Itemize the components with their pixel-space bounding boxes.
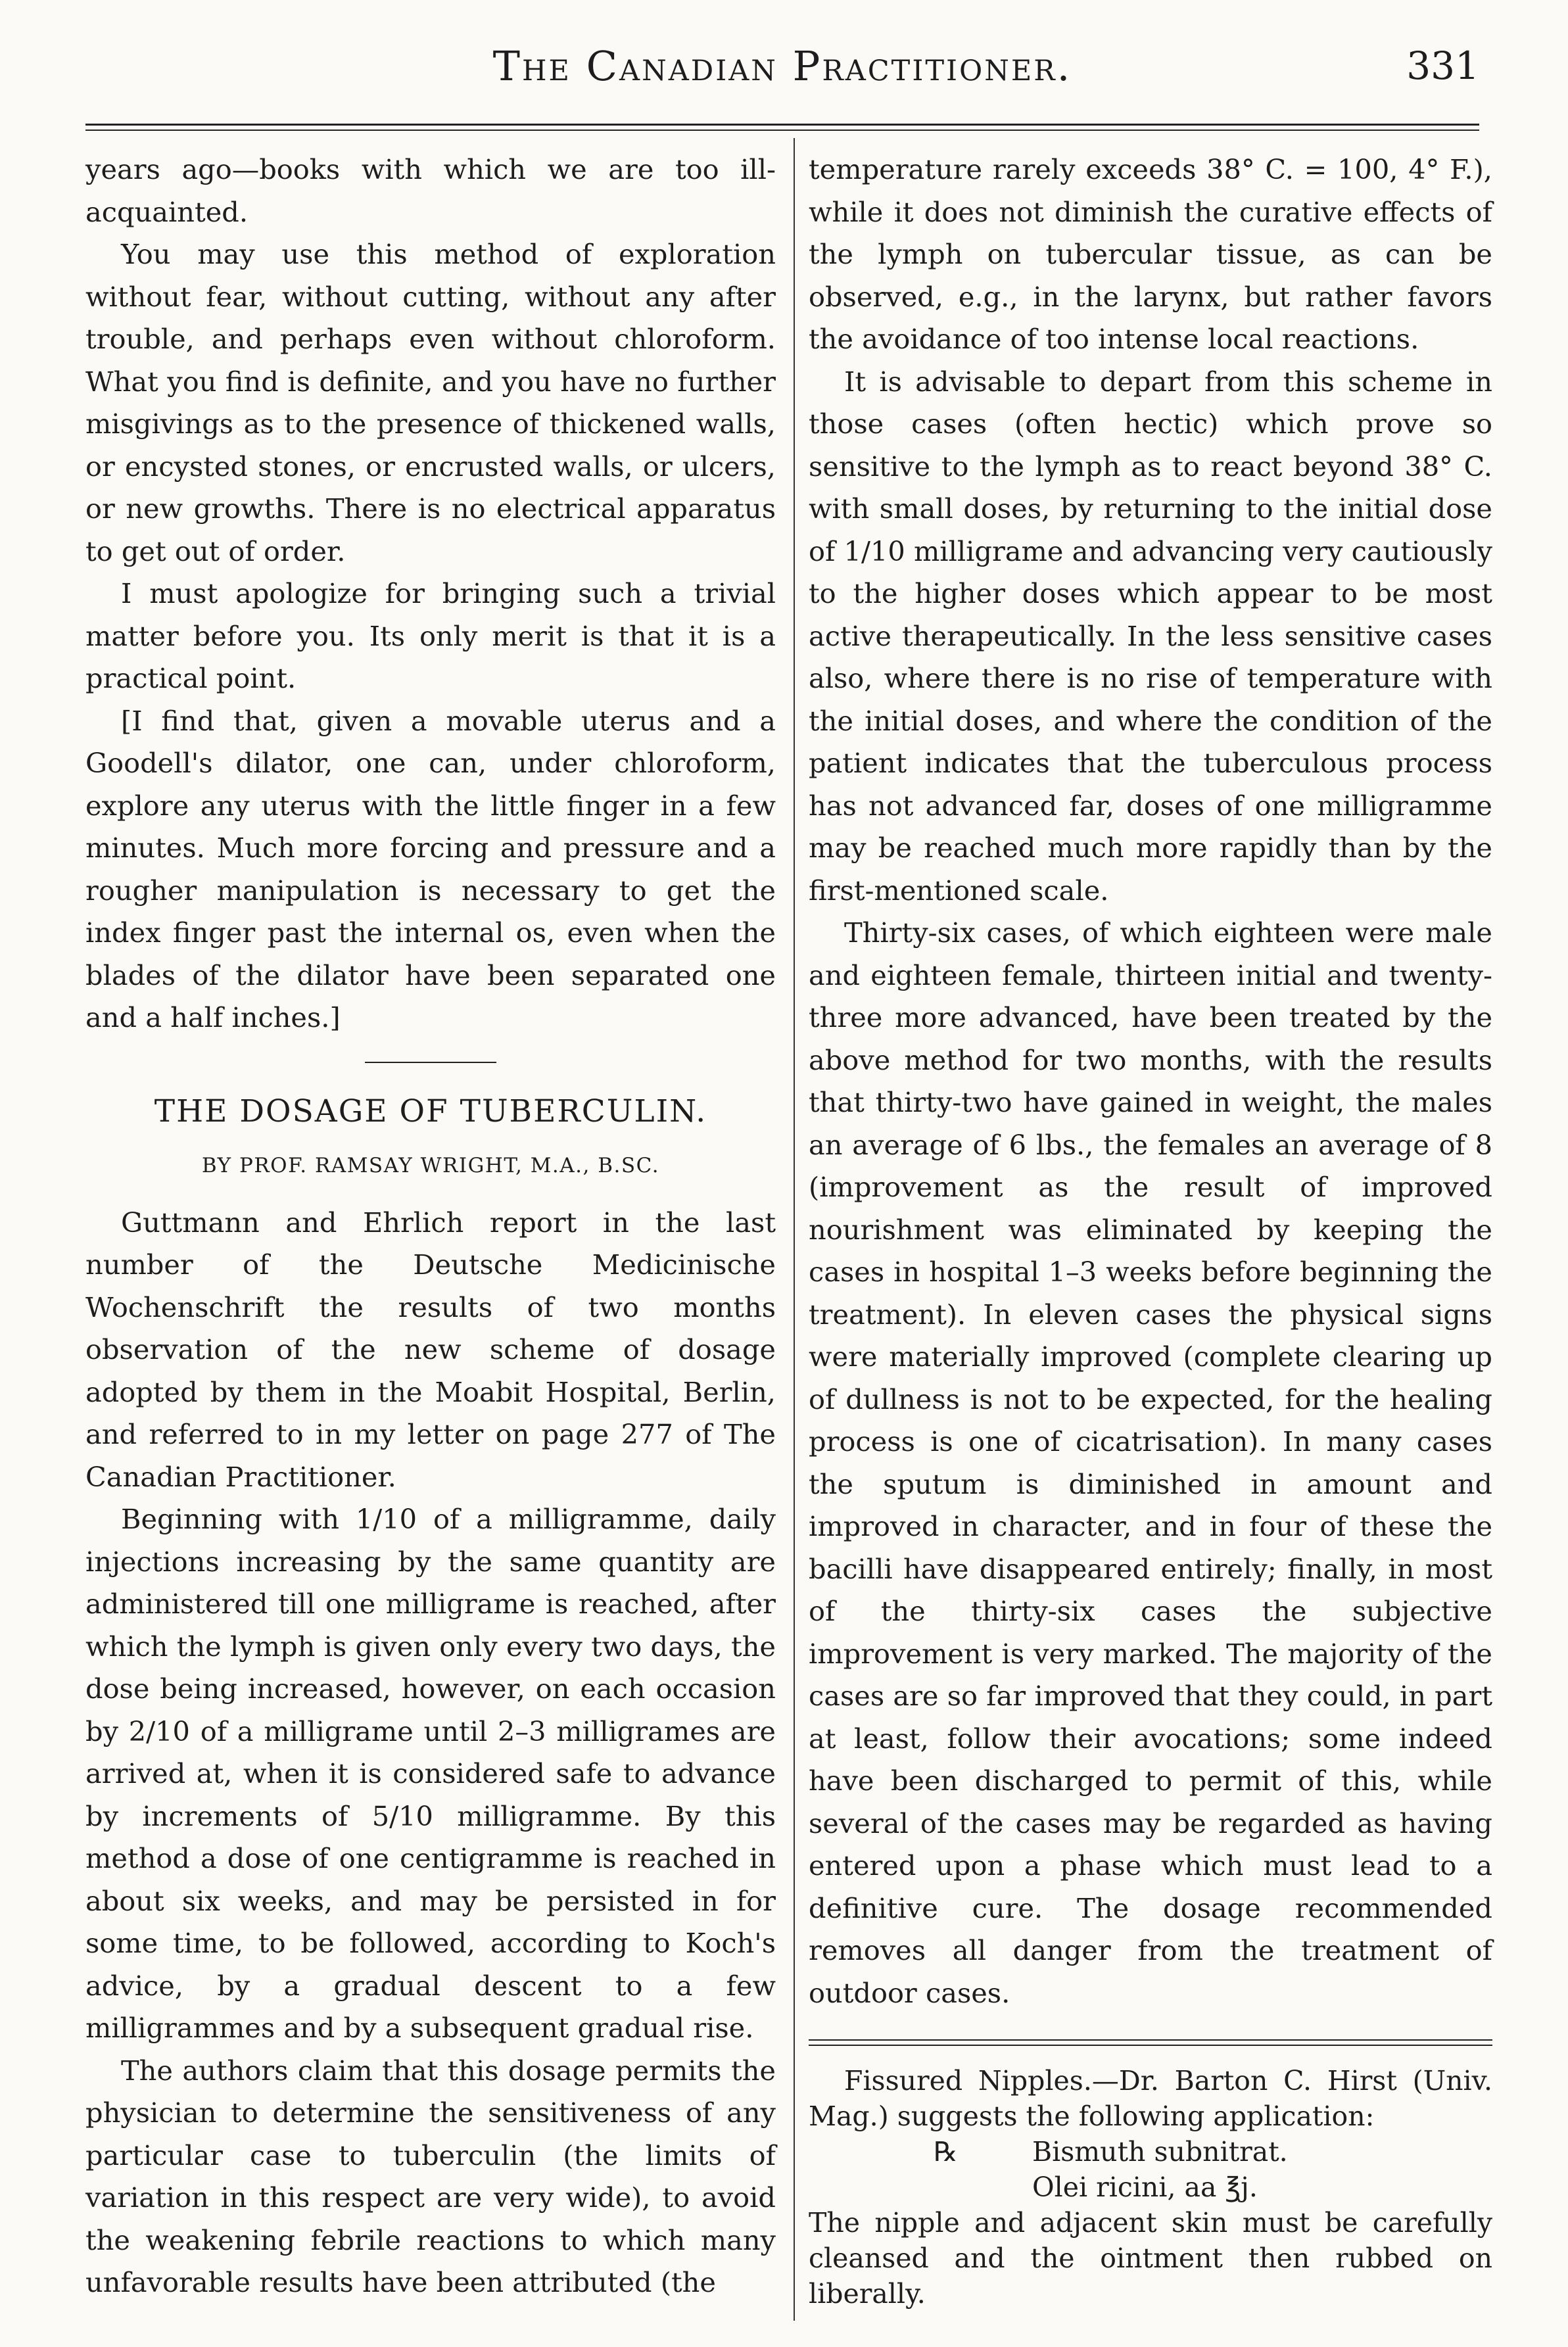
note-intro: Fissured Nipples.—Dr. Barton C. Hirst (Univ. Mag.) suggests the following application: [809,2065,1492,2132]
prescription-line: Bismuth subnitrat. [1032,2136,1288,2168]
journal-title: The Canadian Practitioner. [492,42,1072,90]
section-divider [365,1062,496,1063]
left-column [85,149,776,2304]
paragraph: I must apologize for bringing such a trivial matter before you. Its only merit is that it is a practical point. [85,577,776,694]
paragraph: It is advisable to depart from this scheme in those cases (often hectic) which prove so sensitive to the lymph as to react beyond 38° C. with small doses, by returning to the initial dose of 1/10 milligrame and advancing very cautiously to the higher doses which appear to be most active therapeutically. In the less sensitive cases also, where there is no rise of temperature with the initial doses, and where the condition of the patient indicates that the tuberculous process has not advanced far, doses of one milligramme may be reached much more rapidly than by the first-mentioned scale. [809,365,1492,907]
prescription-line: Olei ricini, aa ℥j. [1032,2171,1258,2203]
paragraph: Thirty-six cases, of which eighteen were male and eighteen female, thirteen initial and twenty-three more advanced, have been treated by the above method for two months, with the results that thirty-two have gained in weight, the males an average of 6 lbs., the females an average of 8 (improvement as the result of improved nourishment was eliminated by keeping the cases in hospital 1–3 weeks before beginning the treatment). In eleven cases the physical signs were materially improved (complete clearing up of dullness is not to be expected, for the healing process is one of cicatrisation). In many cases the sputum is diminished in amount and improved in character, and in four of these the bacilli have disappeared entirely; finally, in most of the thirty-six cases the subjective improvement is very marked. The majority of the cases are so far improved that they could, in part at least, follow their avocations; some indeed have been discharged to permit of this, while several of the cases may be regarded as having entered upon a phase which must lead to a definitive cure. The dosage recommended removes all danger from the treatment of outdoor cases. [809,916,1492,2009]
paragraph: Guttmann and Ehrlich report in the last number of the Deutsche Medicinische Wochenschrift the results of two months observation of the new scheme of dosage adopted by them in the Moabit Hospital, Berlin, and referred to in my letter on page 277 of The Canadian Practitioner. [85,1206,776,1493]
article-title: THE DOSAGE OF TUBERCULIN. [154,1093,707,1129]
fissured-nipples-note [809,2063,1492,2311]
paragraph: years ago—books with which we are too ill-acquainted. [85,153,776,228]
header-rule [85,124,1479,131]
right-column [809,149,1492,2311]
page-number: 331 [1406,43,1479,88]
paragraph: You may use this method of exploration without fear, without cutting, without any after trouble, and perhaps even without chloroform. What you find is definite, and you have no further misgivings as to the presence of thickened walls, or encysted stones, or encrusted walls, or ulcers, or new growths. There is no electrical apparatus to get out of order. [85,238,776,567]
paragraph: Beginning with 1/10 of a milligramme, daily injections increasing by the same quantity are administered till one milligrame is reached, after which the lymph is given only every two days, the dose being increased, however, on each occasion by 2/10 of a milligrame until 2–3 milligrames are arrived at, when it is considered safe to advance by increments of 5/10 milligramme. By this method a dose of one centigramme is reached in about six weeks, and may be persisted in for some time, to be followed, according to Koch's advice, by a gradual descent to a few milligrammes and by a subsequent gradual rise. [85,1503,776,2044]
column-divider [794,138,795,2321]
paragraph: The authors claim that this dosage permits the physician to determine the sensitiveness of any particular case to tuberculin (the limits of variation in this respect are very wide), to avoid the weakening febrile reactions to which many unfavorable results have been attributed (the [85,2054,776,2298]
paragraph: temperature rarely exceeds 38° C. = 100, 4° F.), while it does not diminish the curative effects of the lymph on tubercular tissue, as can be observed, e.g., in the larynx, but rather favors the avoidance of too intense local reactions. [809,153,1492,355]
note-closing: The nipple and adjacent skin must be carefully cleansed and the ointment then rubbed on liberally. [809,2207,1492,2310]
page-header [85,34,1479,107]
paragraph: [I find that, given a movable uterus and a Goodell's dilator, one can, under chloroform, explore any uterus with the little finger in a few minutes. Much more forcing and pressure and a rougher manipulation is necessary to get the index finger past the internal os, even when the blades of the dilator have been separated one and a half inches.] [85,704,776,1033]
prescription [934,2134,1492,2205]
prescription-symbol: ℞ [934,2136,958,2168]
article-byline: BY PROF. RAMSAY WRIGHT, M.A., B.SC. [201,1154,660,1177]
note-divider [809,2039,1492,2046]
